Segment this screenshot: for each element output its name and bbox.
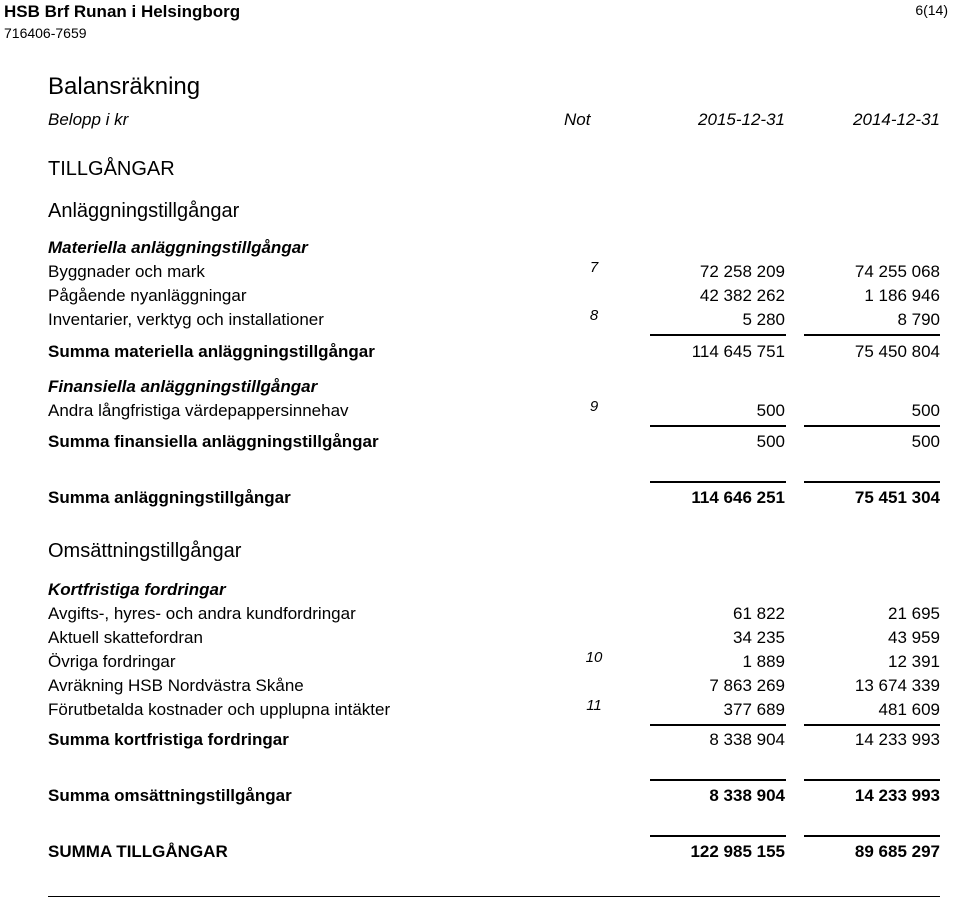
table-row	[48, 628, 940, 650]
row-value-2014: 89 685 297	[854, 842, 940, 861]
row-label: Summa omsättningstillgångar	[48, 786, 292, 805]
sum-line	[804, 425, 940, 427]
row-value-2014: 21 695	[888, 604, 940, 623]
organization-number: 716406-7659	[4, 25, 87, 41]
sum-row-finansiella	[48, 432, 940, 454]
row-note: 10	[585, 649, 603, 666]
row-value-2014: 74 255 068	[854, 262, 940, 281]
row-value-2015: 5 280	[742, 310, 785, 329]
section-tillgangar: TILLGÅNGAR	[48, 158, 175, 180]
row-label: Summa kortfristiga fordringar	[48, 730, 289, 749]
row-value-2015: 377 689	[723, 700, 785, 719]
row-value-2015: 7 863 269	[709, 676, 785, 695]
row-label: Summa finansiella anläggningstillgångar	[48, 432, 379, 451]
sum-line	[804, 724, 940, 726]
column-header-2014: 2014-12-31	[853, 110, 940, 129]
row-label: Andra långfristiga värdepappersinnehav	[48, 401, 349, 420]
row-note: 11	[586, 697, 602, 714]
section-anlaggningstillgangar: Anläggningstillgångar	[48, 200, 240, 222]
table-row	[48, 697, 940, 722]
row-value-2014: 500	[911, 401, 940, 420]
sum-line	[804, 779, 940, 781]
row-label: Inventarier, verktyg och installationer	[48, 310, 324, 329]
row-label: Avräkning HSB Nordvästra Skåne	[48, 676, 304, 695]
row-value-2015: 61 822	[733, 604, 785, 623]
row-value-2015: 72 258 209	[699, 262, 785, 281]
row-value-2014: 481 609	[878, 700, 940, 719]
row-label: Summa anläggningstillgångar	[48, 488, 291, 507]
table-row	[48, 259, 940, 284]
table-row	[48, 676, 940, 698]
table-row	[48, 398, 940, 423]
row-value-2015: 8 338 904	[709, 786, 785, 805]
row-label: Aktuell skattefordran	[48, 628, 203, 647]
sum-row-materiella	[48, 342, 940, 364]
sum-line	[650, 481, 786, 483]
sum-row-tillgangar	[48, 842, 940, 864]
sum-row-omsattningstillgangar	[48, 786, 940, 808]
row-value-2015: 114 645 751	[691, 342, 785, 361]
row-label: Pågående nyanläggningar	[48, 286, 247, 305]
row-value-2015: 114 646 251	[691, 488, 785, 507]
row-label: Förutbetalda kostnader och upplupna intäkter	[48, 700, 391, 719]
sum-line	[650, 835, 786, 837]
row-label: Övriga fordringar	[48, 652, 176, 671]
table-row	[48, 286, 940, 308]
row-value-2015: 500	[756, 401, 785, 420]
page-title: Balansräkning	[48, 73, 201, 100]
row-label: Avgifts-, hyres- och andra kundfordringar	[48, 604, 356, 623]
row-note: 8	[589, 307, 599, 324]
sum-line	[650, 334, 786, 336]
sum-row-anlaggningstillgangar	[48, 488, 940, 510]
row-value-2014: 75 450 804	[854, 342, 940, 361]
section-omsattningstillgangar: Omsättningstillgångar	[48, 540, 242, 562]
row-label: Byggnader och mark	[48, 262, 205, 281]
row-value-2015: 42 382 262	[699, 286, 785, 305]
column-header-2015: 2015-12-31	[698, 110, 785, 129]
row-value-2014: 14 233 993	[854, 786, 940, 805]
row-label: Summa materiella anläggningstillgångar	[48, 342, 375, 361]
subheading-kortfristiga	[48, 580, 940, 602]
row-value-2014: 14 233 993	[854, 730, 940, 749]
row-value-2015: 500	[756, 432, 785, 451]
row-value-2014: 8 790	[897, 310, 940, 329]
subheading-materiella	[48, 238, 940, 260]
row-note: 7	[589, 259, 599, 276]
table-row	[48, 307, 940, 332]
row-label: SUMMA TILLGÅNGAR	[48, 842, 228, 861]
sum-line	[804, 481, 940, 483]
subheading-label: Materiella anläggningstillgångar	[48, 238, 308, 257]
column-header-amount: Belopp i kr	[48, 110, 129, 129]
sum-line	[804, 334, 940, 336]
subheading-finansiella	[48, 377, 940, 399]
sum-line	[650, 425, 786, 427]
subheading-label: Finansiella anläggningstillgångar	[48, 377, 318, 396]
row-value-2015: 122 985 155	[690, 842, 785, 861]
row-value-2014: 43 959	[888, 628, 940, 647]
row-note: 9	[589, 398, 599, 415]
bottom-rule	[48, 896, 940, 897]
row-value-2015: 34 235	[733, 628, 785, 647]
row-value-2014: 12 391	[888, 652, 940, 671]
column-header-note: Not	[564, 110, 591, 129]
subheading-label: Kortfristiga fordringar	[48, 580, 226, 599]
table-row	[48, 604, 940, 626]
sum-line	[650, 779, 786, 781]
sum-line	[650, 724, 786, 726]
table-row	[48, 649, 940, 674]
row-value-2014: 1 186 946	[864, 286, 940, 305]
row-value-2014: 13 674 339	[854, 676, 940, 695]
organization-name: HSB Brf Runan i Helsingborg	[4, 2, 241, 21]
row-value-2015: 1 889	[742, 652, 785, 671]
page-number: 6(14)	[915, 2, 948, 18]
sum-line	[804, 835, 940, 837]
row-value-2015: 8 338 904	[709, 730, 785, 749]
row-value-2014: 75 451 304	[854, 488, 940, 507]
sum-row-kortfristiga	[48, 730, 940, 752]
row-value-2014: 500	[911, 432, 940, 451]
